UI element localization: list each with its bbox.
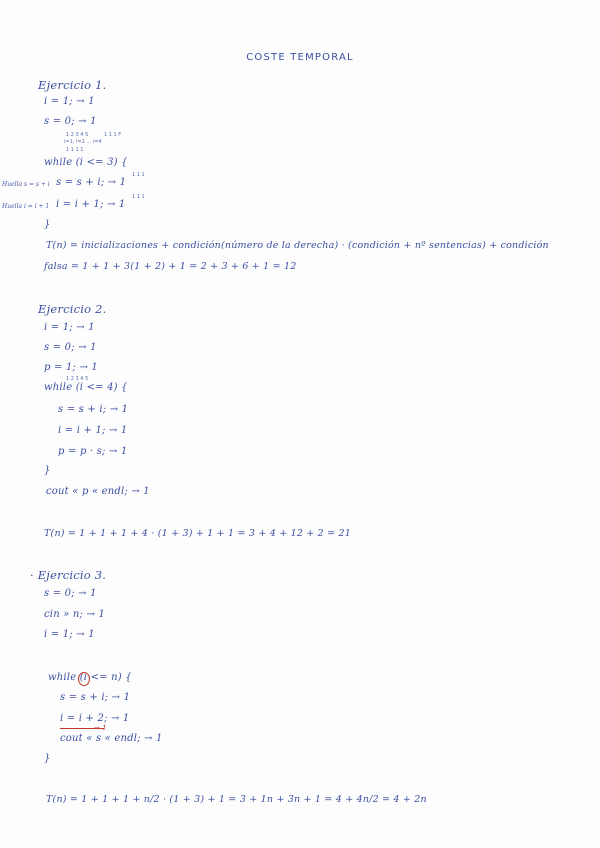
exercise-1-margin-note: Huella s = s + i	[2, 181, 50, 188]
exercise-3-heading: · Ejercicio 3.	[30, 568, 107, 582]
exercise-1-formula: T(n) = inicializaciones + condición(número de la derecha) · (condición + nº sentencias) + condición	[46, 240, 549, 251]
page-title: COSTE TEMPORAL	[246, 52, 354, 63]
exercise-3-formula: T(n) = 1 + 1 + 1 + n/2 · (1 + 3) + 1 = 3 + 1n + 3n + 1 = 4 + 4n/2 = 4 + 2n	[46, 794, 427, 805]
red-annotation: → 1	[94, 724, 107, 732]
exercise-1-annotation: 1 1 1 F	[104, 132, 122, 138]
exercise-2-line: cout « p « endl; → 1	[46, 486, 150, 497]
exercise-2-formula: T(n) = 1 + 1 + 1 + 4 · (1 + 3) + 1 + 1 = 3 + 4 + 12 + 2 = 21	[44, 528, 351, 539]
exercise-1-annotation: 1 1 1 1	[66, 147, 84, 153]
exercise-3-line: while (i <= n) {	[48, 672, 132, 683]
exercise-2-line: while (i <= 4) {	[44, 382, 128, 393]
exercise-2-heading: Ejercicio 2.	[38, 302, 107, 316]
exercise-2-line: i = 1; → 1	[44, 322, 95, 333]
exercise-3-line: }	[44, 753, 51, 764]
exercise-2-line: i = i + 1; → 1	[58, 425, 128, 436]
exercise-1-margin-note: Huella i = i + 1	[2, 203, 50, 210]
exercise-1-line: i = 1; → 1	[44, 96, 95, 107]
exercise-1-line: s = s + i; → 1	[56, 177, 127, 188]
exercise-3-line: cin » n; → 1	[44, 609, 106, 620]
exercise-3-line: i = 1; → 1	[44, 629, 95, 640]
exercise-3-line: s = s + i; → 1	[60, 692, 131, 703]
exercise-2-line: s = 0; → 1	[44, 342, 97, 353]
exercise-1-line: i = i + 1; → 1	[56, 199, 126, 210]
exercise-3-line: s = 0; → 1	[44, 588, 97, 599]
exercise-2-annotation: 1 2 3 4 5	[66, 376, 89, 382]
exercise-2-line: }	[44, 465, 51, 476]
exercise-2-line: s = s + i; → 1	[58, 404, 129, 415]
exercise-1-annotation: 1 1 1	[132, 194, 145, 200]
exercise-3-line: i = i + 2; → 1	[60, 713, 130, 724]
exercise-2-line: p = p · s; → 1	[58, 446, 128, 457]
exercise-1-line: s = 0; → 1	[44, 116, 97, 127]
exercise-1-line: while (i <= 3) {	[44, 157, 128, 168]
exercise-3-line: cout « s « endl; → 1	[60, 733, 163, 744]
exercise-1-heading: Ejercicio 1.	[38, 78, 107, 92]
exercise-1-annotation: 1 2 3 4 5	[66, 132, 89, 138]
red-circle-mark	[78, 672, 90, 686]
exercise-1-annotation: 1 1 1	[132, 172, 145, 178]
exercise-1-formula: falsa = 1 + 1 + 3(1 + 2) + 1 = 2 + 3 + 6 + 1 = 12	[44, 261, 297, 272]
exercise-1-line: }	[44, 219, 51, 230]
exercise-2-line: p = 1; → 1	[44, 362, 98, 373]
exercise-1-annotation: i=1; i=2 ... i=4	[64, 139, 102, 145]
